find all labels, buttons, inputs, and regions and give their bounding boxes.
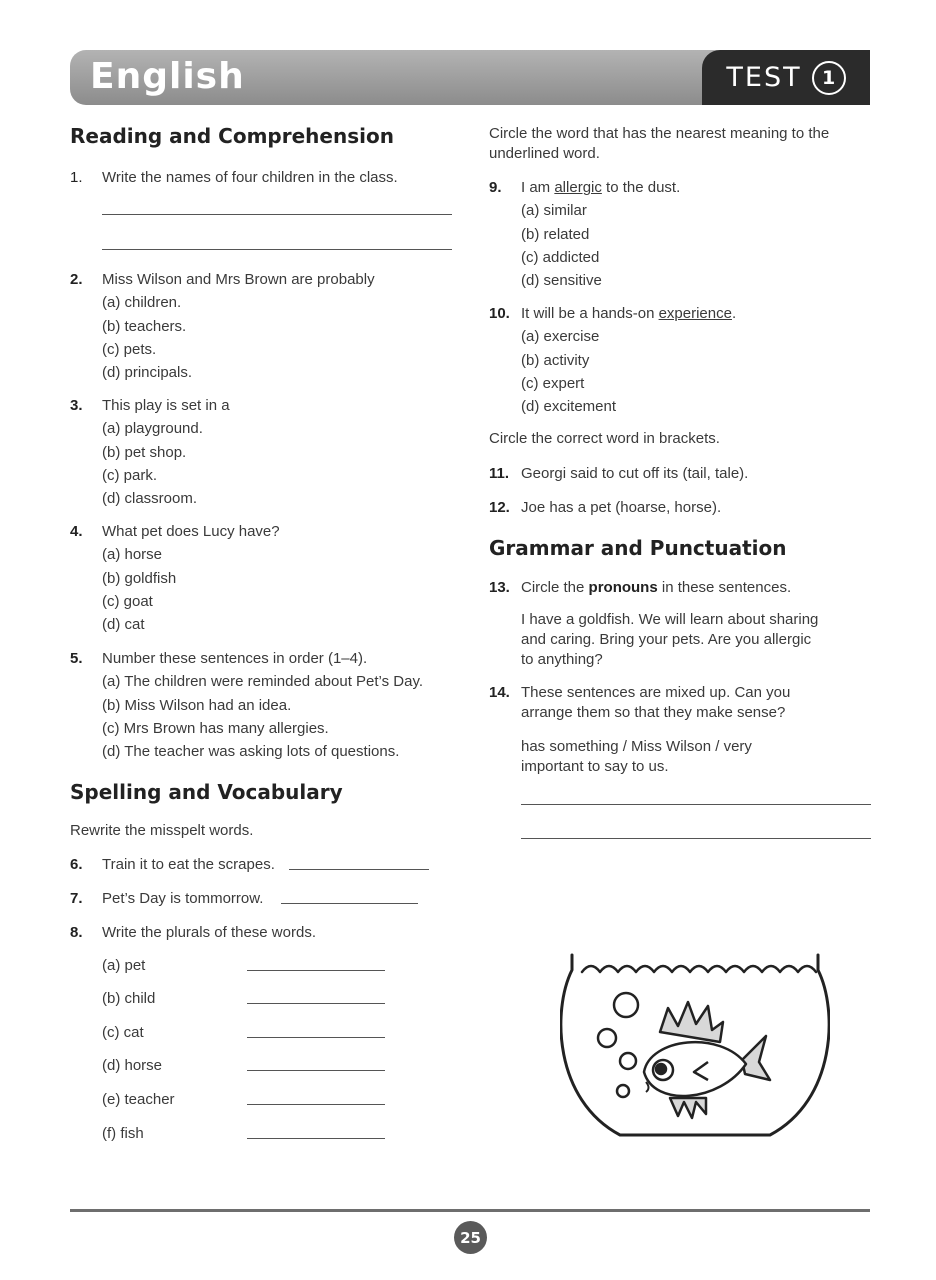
question-number: 5. [70,650,83,667]
option[interactable]: (c) Mrs Brown has many allergies. [102,719,329,737]
spelling-instruction: Rewrite the misspelt words. [70,822,254,839]
question-number: 8. [70,924,83,941]
question-number: 12. [489,499,510,516]
subject-title: English [90,56,245,97]
option[interactable]: (a) children. [102,294,182,312]
question-10 [489,302,736,418]
footer-rule [70,1209,870,1212]
answer-line-plural[interactable] [247,1003,385,1004]
answer-line-q14-1[interactable] [521,804,871,805]
option[interactable]: (a) exercise [521,328,600,346]
question-number: 3. [70,397,83,414]
option[interactable]: (d) cat [102,616,145,634]
brackets-instruction: Circle the correct word in brackets. [489,430,720,447]
bubble [620,1053,636,1069]
header-bar [70,50,870,105]
option[interactable]: (b) related [521,225,590,243]
question-text: These sentences are mixed up. Can you [521,684,791,701]
question-number: 11. [489,465,510,482]
option[interactable]: (c) expert [521,374,585,392]
question-number: 13. [489,579,510,596]
option[interactable]: (a) playground. [102,420,203,438]
spelling-heading: Spelling and Vocabulary [70,780,343,804]
water-wave [582,966,816,972]
pronoun-passage[interactable]: I have a goldfish. We will learn about sharing and caring. Bring your pets. Are you allergic to anything? [521,611,819,668]
plural-word: (b) child [102,990,156,1007]
answer-line-q1-2[interactable] [102,249,452,250]
question-text: Train it to eat the scrapes. [102,856,275,873]
plural-word: (c) cat [102,1024,144,1041]
question-12 [489,496,721,519]
answer-line-plural[interactable] [247,1138,385,1139]
test-label: TEST [726,62,802,93]
option[interactable]: (c) pets. [102,340,157,358]
question-3 [70,394,230,510]
option[interactable]: (d) classroom. [102,490,198,508]
fishbowl-illustration [560,950,830,1150]
question-stem: I am allergic to the dust. [521,179,681,196]
option[interactable]: (b) goldfish [102,569,177,587]
page-number: 25 [454,1221,487,1254]
option[interactable]: (c) goat [102,592,153,610]
question-6 [70,853,275,876]
plural-word: (e) teacher [102,1091,175,1108]
question-text: Write the names of four children in the class. [102,169,398,186]
option[interactable]: (d) The teacher was asking lots of questions. [102,743,400,761]
answer-line-q7[interactable] [281,903,418,904]
option[interactable]: (a) horse [102,546,163,564]
bubbles [598,993,638,1097]
option[interactable]: (b) teachers. [102,317,187,335]
question-text: Georgi said to cut off its (tail, tale). [521,465,749,482]
question-stem: Miss Wilson and Mrs Brown are probably [102,271,375,288]
vocab-instruction: Circle the word that has the nearest meaning to the underlined word. [489,125,830,162]
plural-word: (d) horse [102,1057,163,1074]
question-number: 4. [70,523,83,540]
plural-word: (a) pet [102,957,146,974]
answer-line-plural[interactable] [247,970,385,971]
question-number: 2. [70,271,83,288]
question-stem: This play is set in a [102,397,230,414]
question-14 [489,683,790,723]
question-text: Circle the pronouns in these sentences. [521,579,792,596]
test-number-badge: 1 [812,61,846,95]
answer-line-plural[interactable] [247,1037,385,1038]
bubble [598,1029,616,1047]
answer-line-plural[interactable] [247,1070,385,1071]
test-tab [702,50,870,105]
question-2 [70,268,375,384]
question-text: Write the plurals of these words. [102,924,316,941]
question-stem: What pet does Lucy have? [102,523,280,540]
question-stem: It will be a hands-on experience. [521,305,737,322]
bubble [617,1085,629,1097]
question-text: Joe has a pet (hoarse, horse). [521,499,722,516]
question-text: Pet’s Day is tommorrow. [102,890,264,907]
question-7 [70,887,263,910]
goldfish [644,1002,770,1118]
question-1 [70,166,398,189]
question-stem: Number these sentences in order (1–4). [102,650,368,667]
answer-line-q14-2[interactable] [521,838,871,839]
answer-line-q1-1[interactable] [102,214,452,215]
question-8 [70,921,316,944]
option[interactable]: (d) sensitive [521,272,602,290]
underlined-word: allergic [554,179,602,196]
mixed-sentence: has something / Miss Wilson / very important to say to us. [521,738,752,775]
answer-line-q6[interactable] [289,869,429,870]
question-number: 14. [489,684,510,701]
underlined-word: experience [658,305,732,322]
question-number: 1. [70,169,83,186]
plural-word: (f) fish [102,1125,144,1142]
option[interactable]: (c) park. [102,466,158,484]
bubble [614,993,638,1017]
option[interactable]: (a) similar [521,202,587,220]
option[interactable]: (c) addicted [521,248,600,266]
question-number: 9. [489,179,502,196]
grammar-heading: Grammar and Punctuation [489,536,787,560]
option[interactable]: (b) pet shop. [102,443,187,461]
reading-heading: Reading and Comprehension [70,124,394,148]
question-number: 10. [489,305,510,322]
option[interactable]: (a) The children were reminded about Pet’s Day. [102,673,423,691]
question-11 [489,462,748,485]
question-number: 7. [70,890,83,907]
question-13 [489,576,791,599]
option[interactable]: (b) activity [521,351,590,369]
answer-line-plural[interactable] [247,1104,385,1105]
question-number: 6. [70,856,83,873]
question-text: arrange them so that they make sense? [521,704,786,721]
question-9 [489,176,680,292]
question-5 [70,647,423,763]
option[interactable]: (b) Miss Wilson had an idea. [102,696,292,714]
option[interactable]: (d) excitement [521,398,617,416]
question-4 [70,520,280,636]
option[interactable]: (d) principals. [102,364,193,382]
